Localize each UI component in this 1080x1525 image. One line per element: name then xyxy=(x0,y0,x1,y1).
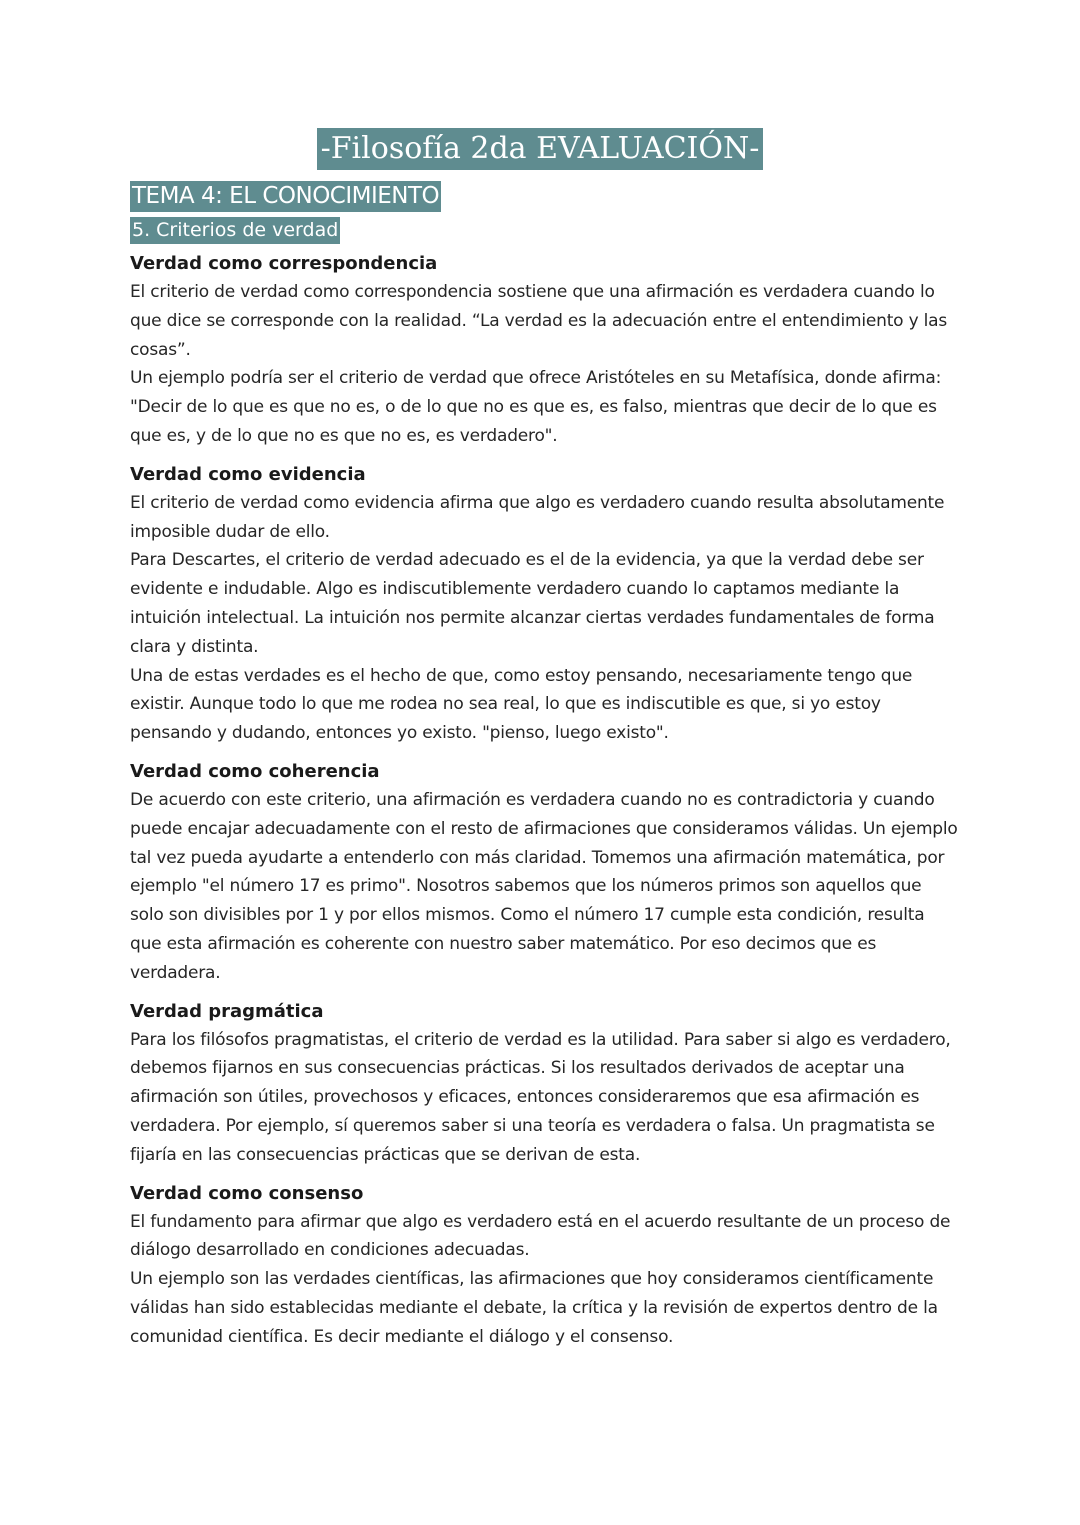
section-paragraph: El fundamento para afirmar que algo es verdadero está en el acuerdo resultante de un proceso de diálogo desarrollado en condiciones adecuadas. xyxy=(130,1211,951,1261)
subtopic-heading-row xyxy=(130,212,960,244)
section-consenso xyxy=(130,1180,960,1352)
document-title-text: -Filosofía 2da EVALUACIÓN- xyxy=(317,128,764,170)
section-paragraph: Una de estas verdades es el hecho de que, como estoy pensando, necesariamente tengo que existir. Aunque todo lo que me rodea no sea real, lo que es indiscutible es que, si yo estoy pensando y dudando, entonces yo existo. "pienso, luego existo". xyxy=(130,665,913,744)
section-coherencia xyxy=(130,758,960,988)
document-body xyxy=(130,181,960,1352)
section-paragraph: Para los filósofos pragmatistas, el criterio de verdad es la utilidad. Para saber si algo es verdadero, debemos fijarnos en sus consecuencias prácticas. Si los resultados derivados de aceptar una afirmación son útiles, provechosos y eficaces, entonces consideraremos que esa afirmación es verdadera. Por ejemplo, sí queremos saber si una teoría es verdadera o falsa. Un pragmatista se fijaría en las consecuencias prácticas que se derivan de esta. xyxy=(130,1029,951,1165)
topic-heading-row xyxy=(130,181,960,212)
subtopic-heading: 5. Criterios de verdad xyxy=(130,217,340,244)
section-heading: Verdad como consenso xyxy=(130,1182,364,1204)
section-heading: Verdad como evidencia xyxy=(130,463,366,485)
section-heading: Verdad como coherencia xyxy=(130,760,380,782)
section-paragraph: Para Descartes, el criterio de verdad adecuado es el de la evidencia, ya que la verdad debe ser evidente e indudable. Algo es indiscutiblemente verdadero cuando lo captamos mediante la intuición intelectual. La intuición nos permite alcanzar ciertas verdades fundamentales de forma clara y distinta. xyxy=(130,550,935,657)
section-paragraph: De acuerdo con este criterio, una afirmación es verdadera cuando no es contradictoria y cuando puede encajar adecuadamente con el resto de afirmaciones que consideramos válidas. Un ejemplo tal vez pueda ayudarte a entenderlo con más claridad. Tomemos una afirmación matemática, por ejemplo "el número 17 es primo". Nosotros sabemos que los números primos son aquellos que solo son divisibles por 1 y por ellos mismos. Como el número 17 cumple esta condición, resulta que esta afirmación es coherente con nuestro saber matemático. Por eso decimos que es verdadera. xyxy=(130,789,958,983)
document-title xyxy=(0,128,1080,170)
topic-heading: TEMA 4: EL CONOCIMIENTO xyxy=(130,181,441,212)
section-paragraph: Un ejemplo podría ser el criterio de verdad que ofrece Aristóteles en su Metafísica, donde afirma: "Decir de lo que es que no es, o de lo que no es que es, es falso, mientras que decir de lo que es que es, y de lo que no es que no es, es verdadero". xyxy=(130,368,942,446)
section-evidencia xyxy=(130,461,960,748)
section-correspondencia xyxy=(130,250,960,451)
section-heading: Verdad como correspondencia xyxy=(130,253,438,274)
section-paragraph: Un ejemplo son las verdades científicas, las afirmaciones que hoy consideramos científicamente válidas han sido establecidas mediante el debate, la crítica y la revisión de expertos dentro de la comunidad científica. Es decir mediante el diálogo y el consenso. xyxy=(130,1269,938,1347)
section-paragraph: El criterio de verdad como correspondencia sostiene que una afirmación es verdadera cuando lo que dice se corresponde con la realidad. “La verdad es la adecuación entre el entendimiento y las cosas”. xyxy=(130,282,948,360)
section-heading: Verdad pragmática xyxy=(130,1000,324,1022)
section-pragmatica xyxy=(130,998,960,1170)
section-paragraph: El criterio de verdad como evidencia afirma que algo es verdadero cuando resulta absolutamente imposible dudar de ello. xyxy=(130,492,945,542)
